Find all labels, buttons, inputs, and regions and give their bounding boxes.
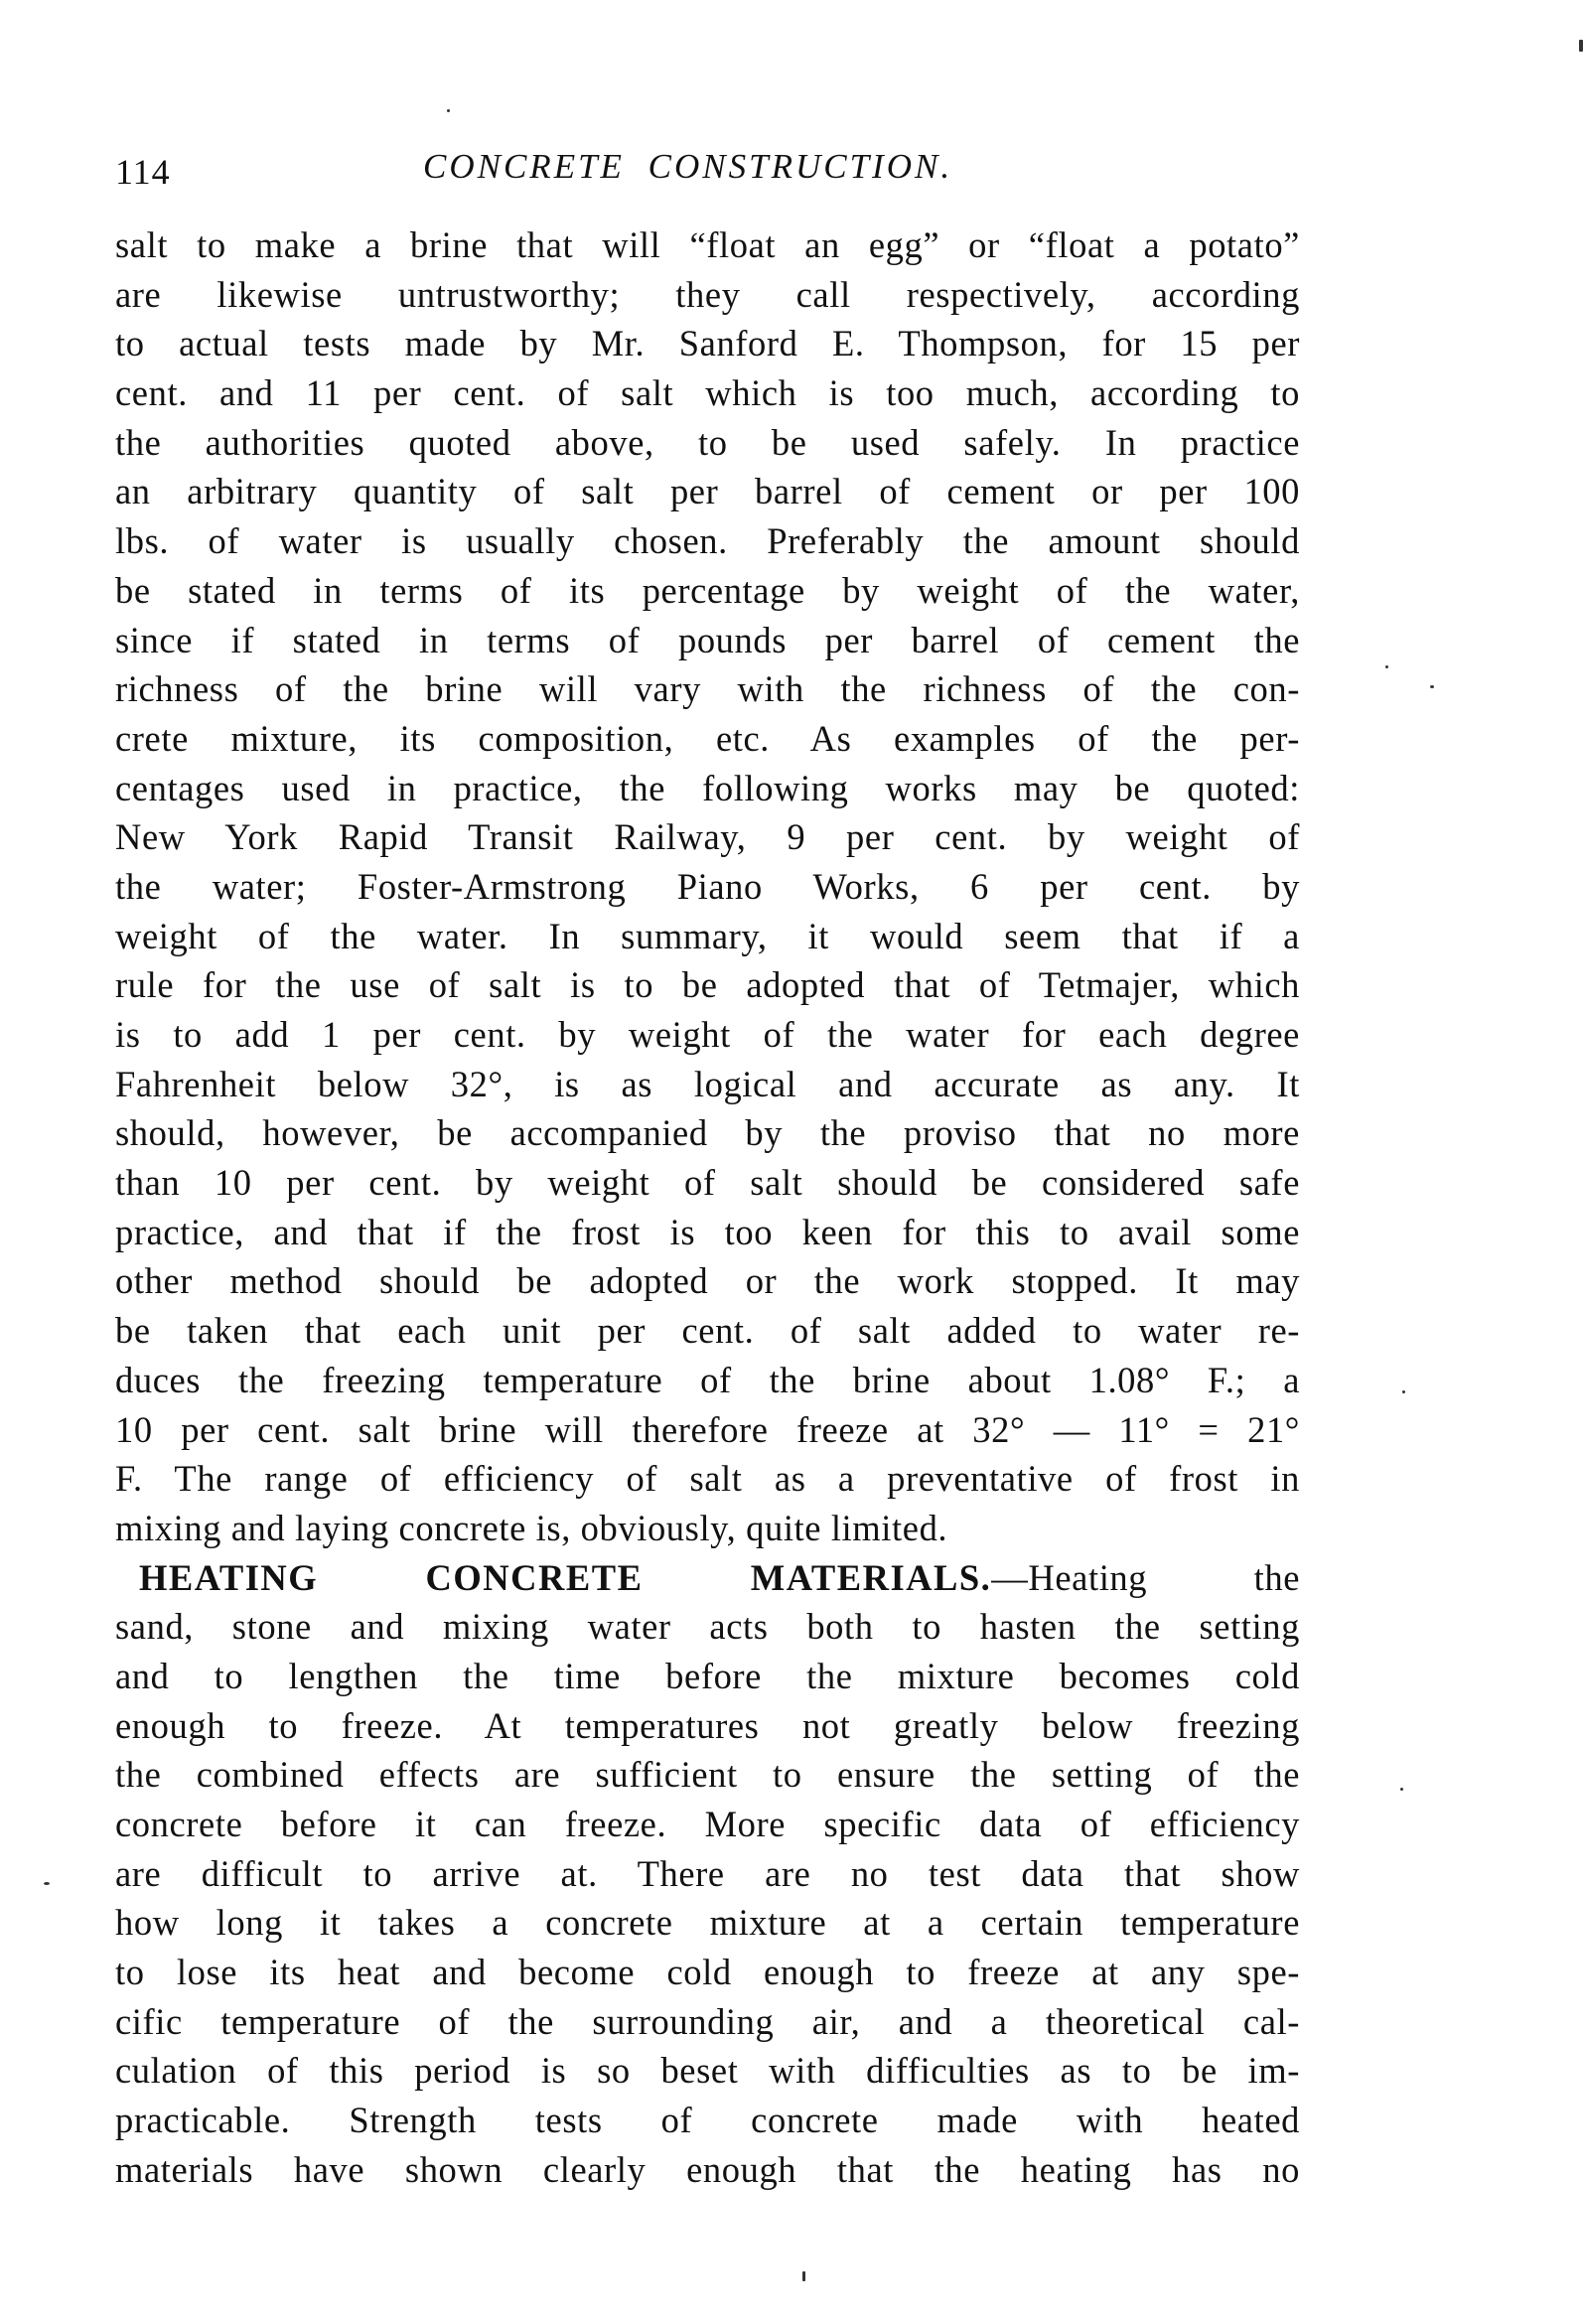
text-line: other method should be adopted or the work stopped. It may <box>115 1260 1300 1302</box>
text-line: practice, and that if the frost is too keen for this to avail some <box>115 1211 1300 1252</box>
scan-speck <box>1430 685 1434 688</box>
text-line: Fahrenheit below 32°, is as logical and accurate as any. It <box>115 1063 1300 1104</box>
text-line: duces the freezing temperature of the brine about 1.08° F.; a <box>115 1359 1300 1400</box>
text-line: richness of the brine will vary with the richness of the con- <box>115 668 1300 710</box>
text-line: enough to freeze. At temperatures not greatly below freezing <box>115 1704 1300 1746</box>
scan-speck <box>44 1882 50 1885</box>
text-line: to lose its heat and become cold enough to freeze at any spe- <box>115 1952 1300 1993</box>
text-line: since if stated in terms of pounds per barrel of cement the <box>115 619 1300 660</box>
text-line: rule for the use of salt is to be adopted that of Tetmajer, which <box>115 964 1300 1006</box>
text-line: an arbitrary quantity of salt per barrel of cement or per 100 <box>115 471 1300 512</box>
scan-speck <box>1579 40 1583 52</box>
text-line: sand, stone and mixing water acts both to hasten the setting <box>115 1606 1300 1648</box>
body-text <box>115 220 1300 2195</box>
text-line: weight of the water. In summary, it would seem that if a <box>115 915 1300 956</box>
text-line: the water; Foster-Armstrong Piano Works, 6 per cent. by <box>115 865 1300 907</box>
section-heading: HEATING CONCRETE MATERIALS. <box>139 1556 992 1598</box>
text-line: 10 per cent. salt brine will therefore freeze at 32° — 11° = 21° <box>115 1408 1300 1450</box>
text-line: how long it takes a concrete mixture at a certain temperature <box>115 1902 1300 1944</box>
text-line: materials have shown clearly enough that the heating has no <box>115 2148 1300 2190</box>
text-line: to actual tests made by Mr. Sanford E. Thompson, for 15 per <box>115 323 1300 364</box>
text-line: be stated in terms of its percentage by weight of the water, <box>115 569 1300 611</box>
text-line: F. The range of efficiency of salt as a preventative of frost in <box>115 1458 1300 1500</box>
text-line: mixing and laying concrete is, obviously, quite limited. <box>115 1507 948 1548</box>
page-number: 114 <box>115 152 171 192</box>
section-heading-line <box>115 1553 1300 1603</box>
text-line: crete mixture, its composition, etc. As examples of the per- <box>115 717 1300 759</box>
text-line: are difficult to arrive at. There are no test data that show <box>115 1852 1300 1894</box>
heading-dash: — <box>991 1556 1029 1598</box>
text-line: cent. and 11 per cent. of salt which is too much, according to <box>115 372 1300 414</box>
text-line: New York Rapid Transit Railway, 9 per cent. by weight of <box>115 816 1300 858</box>
text-line: than 10 per cent. by weight of salt should be considered safe <box>115 1162 1300 1204</box>
text-line: and to lengthen the time before the mixture becomes cold <box>115 1655 1300 1696</box>
scan-speck <box>1400 1788 1403 1791</box>
scan-speck <box>1402 1390 1405 1393</box>
scan-speck <box>447 109 450 112</box>
text-run: Heating the <box>1028 1556 1300 1598</box>
text-line: the combined effects are sufficient to ensure the setting of the <box>115 1754 1300 1796</box>
text-line: concrete before it can freeze. More specific data of efficiency <box>115 1804 1300 1844</box>
text-line: practicable. Strength tests of concrete made with heated <box>115 2100 1300 2141</box>
text-line: centages used in practice, the following works may be quoted: <box>115 767 1300 808</box>
text-line: salt to make a brine that will “float an egg” or “float a potato” <box>115 224 1300 265</box>
text-line: be taken that each unit per cent. of salt added to water re- <box>115 1310 1300 1352</box>
text-line: is to add 1 per cent. by weight of the water for each degree <box>115 1014 1300 1055</box>
text-line: lbs. of water is usually chosen. Preferably the amount should <box>115 520 1300 562</box>
running-title: CONCRETE CONSTRUCTION. <box>423 147 953 186</box>
text-line: cific temperature of the surrounding air, and a theoretical cal- <box>115 2000 1300 2042</box>
scan-speck <box>802 2271 805 2281</box>
text-line: should, however, be accompanied by the proviso that no more <box>115 1112 1300 1154</box>
scan-speck <box>1385 665 1388 668</box>
text-line: are likewise untrustworthy; they call respectively, according <box>115 273 1300 315</box>
text-line: culation of this period is so beset with difficulties as to be im- <box>115 2050 1300 2092</box>
text-line: the authorities quoted above, to be used safely. In practice <box>115 421 1300 463</box>
running-head <box>115 147 1300 197</box>
